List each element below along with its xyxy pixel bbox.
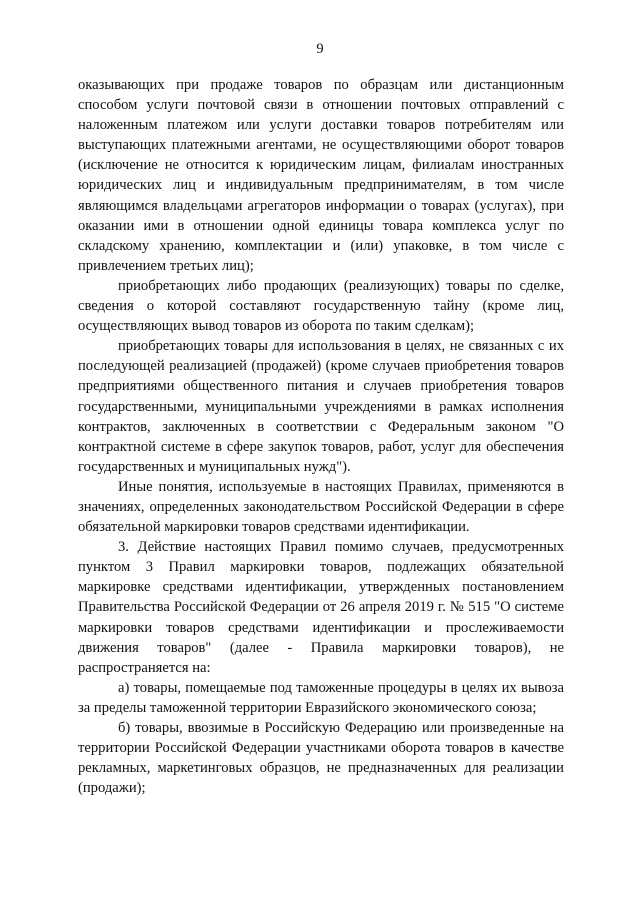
paragraph-other-terms: Иные понятия, используемые в настоящих Правилах, применяются в значениях, определенных законодательством Российской Федерации в сфере обязательной маркировки товаров средствами идентификации. <box>78 478 564 536</box>
paragraph-state-secret: приобретающих либо продающих (реализующих) товары по сделке, сведения о которой составляют государственную тайну (кроме лиц, осуществляющих вывод товаров из оборота по таким сделкам); <box>78 277 564 335</box>
paragraph-own-use: приобретающих товары для использования в целях, не связанных с их последующей реализацией (продажей) (кроме случаев приобретения товаров предприятиями общественного питания и случаев приобретения товаров государственными, муниципальными учреждениями в рамках исполнения контрактов, заключенных в соответствии с Федеральным законом "О контрактной системе в сфере закупок товаров, работ, услуг для обеспечения государственных и муниципальных нужд"). <box>78 338 564 475</box>
page-number: 9 <box>316 41 324 57</box>
document-body <box>78 75 564 798</box>
paragraph-item-b: б) товары, ввозимые в Российскую Федерацию или произведенные на территории Российской Федерации участниками оборота товаров в качестве рекламных, маркетинговых образцов, не предназначенных для реализации (продажи); <box>78 720 564 797</box>
paragraph-item-a: а) товары, помещаемые под таможенные процедуры в целях их вывоза за пределы таможенной территории Евразийского экономического союза; <box>78 679 564 716</box>
paragraph-continuation: оказывающих при продаже товаров по образцам или дистанционным способом услуги почтовой связи в отношении почтовых отправлений с наложенным платежом или услуги доставки товаров потребителям или выступающих платежными агентами, не осуществляющими оборот товаров (исключение не относится к юридическим лицам, филиалам иностранных юридических лиц и индивидуальным предпринимателям, в том числе являющимся владельцами агрегаторов информации о товарах (услугах), при оказании ими в отношении одной единицы товара комплекса услуг по складскому хранению, комплектации и (или) упаковке, в том числе с привлечением третьих лиц); <box>78 77 564 274</box>
paragraph-clause-3: 3. Действие настоящих Правил помимо случаев, предусмотренных пунктом 3 Правил маркировки товаров, подлежащих обязательной маркировке средствами идентификации, утвержденных постановлением Правительства Российской Федерации от 26 апреля 2019 г. № 515 "О системе маркировки товаров средствами идентификации и прослеживаемости движения товаров" (далее - Правила маркировки товаров), не распространяется на: <box>78 539 564 676</box>
